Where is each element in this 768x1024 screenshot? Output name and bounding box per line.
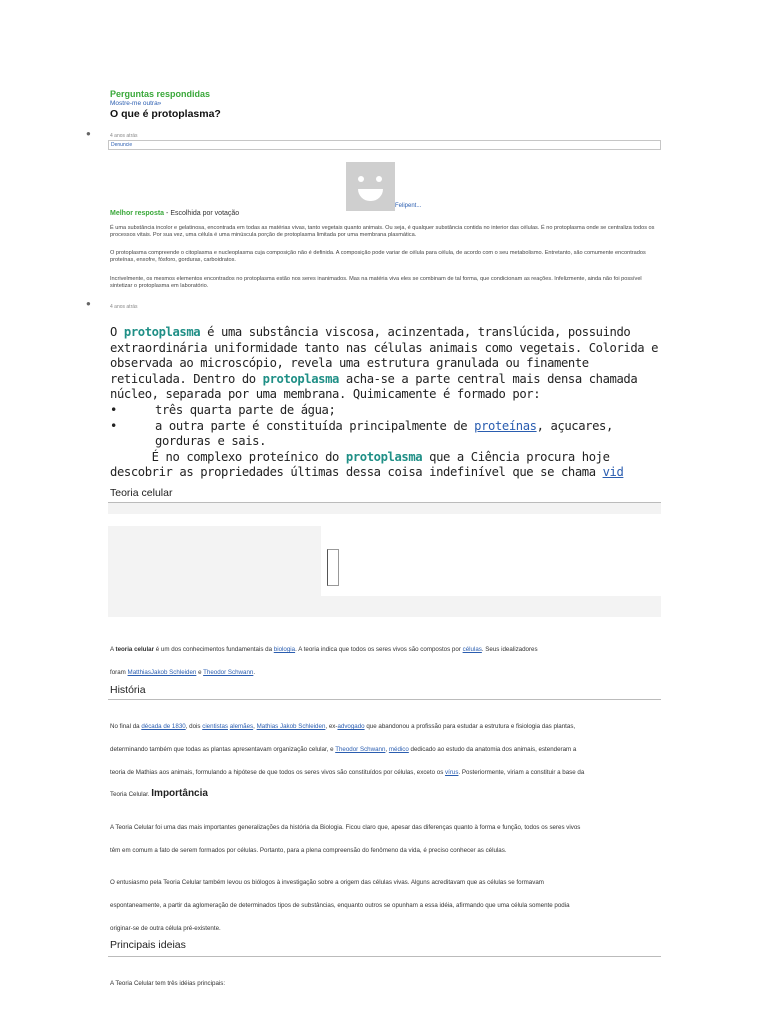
avatar[interactable] <box>346 162 395 211</box>
answer-text: É no complexo proteínico do <box>110 449 346 464</box>
section-heading-teoria: Teoria celular <box>110 487 173 499</box>
proteinas-link[interactable]: proteínas <box>474 418 537 433</box>
historia-line <box>110 746 670 753</box>
text: . A teoria indica que todos os seres vivos são compostos por <box>295 646 463 653</box>
schleiden-link[interactable]: MatthiasJakob Schleiden <box>127 669 197 676</box>
principais-line: A Teoria Celular tem três idéias principais: <box>110 980 226 987</box>
historia-line <box>110 769 670 776</box>
alemaes-link[interactable]: alemães <box>229 723 254 730</box>
text: . Seus idealizadores <box>481 646 538 653</box>
text: que abandonou a profissão para estudar a estrutura e fisiologia das plantas, <box>364 723 576 730</box>
list-item-text: três quarta parte de água; <box>155 402 336 417</box>
text: Teoria Celular. <box>110 791 152 798</box>
teoria-paragraph <box>110 646 670 653</box>
list-item-text: , açucares, gorduras e sais. <box>155 418 613 449</box>
text: teoria de Mathias aos animais, formulando a hipótese de que todos os seres vivos são constituídos por células, exceto os <box>110 769 446 776</box>
avatar-smile-icon <box>358 189 383 201</box>
avatar-eye-icon <box>358 176 364 182</box>
text: A <box>110 646 116 653</box>
gray-band <box>108 503 661 514</box>
bold-term: teoria celular <box>115 646 155 653</box>
list-item <box>110 403 670 419</box>
advogado-link[interactable]: advogado <box>337 723 365 730</box>
avatar-eye-icon <box>376 176 382 182</box>
text: , ex- <box>325 723 338 730</box>
teoria-paragraph <box>110 669 670 676</box>
text: No final da <box>110 723 142 730</box>
virus-link[interactable]: vírus <box>445 769 459 776</box>
text: , <box>253 723 257 730</box>
report-link[interactable]: Denuncie <box>108 140 661 150</box>
text: dedicado ao estudo da anatomia dos animais, estenderam a <box>408 746 577 753</box>
list-item-text: a outra parte é constituída principalmente de <box>155 418 475 433</box>
section-heading-importancia: Importância <box>151 788 208 799</box>
answer-timestamp: 4 anos atrás <box>110 304 138 310</box>
bullet-icon: ● <box>86 129 91 138</box>
list-item <box>110 419 670 450</box>
section-heading-historia: História <box>110 684 146 696</box>
text: . Posteriormente, viriam a constituir a base da <box>458 769 585 776</box>
bullet-icon: ● <box>86 299 91 308</box>
text: foram <box>110 669 128 676</box>
keyword-highlight: protoplasma <box>123 325 201 339</box>
biologia-link[interactable]: biologia <box>273 646 296 653</box>
schwann-link[interactable]: Theodor Schwann <box>203 669 254 676</box>
answer-text: que a Ciência procura hoje descobrir as propriedades últimas dessa coisa indefinível que se chama <box>110 449 610 480</box>
importancia-line: originar-se de outra célula pré-existente. <box>110 925 221 932</box>
text: é um dos conhecimentos fundamentais da <box>154 646 274 653</box>
text: . <box>253 669 256 676</box>
answer-paragraph: Incrivelmente, os mesmos elementos encontrados no protoplasma estão nos seres inanimados. Mas na matéria viva eles se combinam de tal forma, que condicionam as reações. Infelizmente, ainda não foi possível sintetizar o protoplasma em laboratório. <box>110 276 642 289</box>
medico-link[interactable]: médico <box>388 746 409 753</box>
keyword-highlight: protoplasma <box>262 371 339 386</box>
section-title: Perguntas respondidas <box>110 89 211 99</box>
importancia-line: espontaneamente, a partir da aglomeração de determinados tipos de substâncias, enquanto outros se opunham a essa idéia, afirmando que uma célula somente podia <box>110 902 570 909</box>
keyword-highlight: protoplasma <box>345 449 423 464</box>
gray-band <box>108 526 321 596</box>
text: determinando também que todas as plantas apresentavam organização celular, e <box>110 746 336 753</box>
section-heading-principais: Principais ideias <box>110 939 186 951</box>
best-answer-label <box>110 210 239 217</box>
answer-text-block <box>110 325 670 481</box>
list-bullet-icon: • <box>110 402 117 417</box>
answer-paragraph: O protoplasma compreende o citoplasma e nucleoplasma cuja composição não é definida. A composição pode variar de célula para célula, de acordo com o seu metabolismo. Entretanto, são comumente encontrados proteínas, enxofre, fósforo, gorduras, carboidratos. <box>110 250 646 263</box>
image-placeholder <box>327 549 339 586</box>
answer-text: O <box>110 325 124 339</box>
answer-timestamp: 4 anos atrás <box>110 133 138 139</box>
user-name-link[interactable]: Felipent... <box>395 203 422 209</box>
list-bullet-icon: • <box>110 418 117 433</box>
text: e <box>196 669 204 676</box>
best-answer-note: Escolhida por votação <box>170 210 240 217</box>
decada-link[interactable]: década de 1830 <box>141 723 186 730</box>
importancia-line: A Teoria Celular foi uma das mais importantes generalizações da história da Biologia. Ficou claro que, apesar das diferenças quanto à forma e função, todos os seres vivos <box>110 824 581 831</box>
schleiden-link[interactable]: Mathias Jakob Schleiden <box>256 723 326 730</box>
answer-text: é uma substância viscosa, acinzentada, translúcida, possuindo extraordinária uniformidade tanto nas células animais como vegetais. Colorida e observada ao microscópio, revela uma estrutura granulada ou finamente reticulada. Dentro do <box>110 325 659 386</box>
schwann-link[interactable]: Theodor Schwann <box>335 746 386 753</box>
importancia-line: têm em comum a fato de serem formados por células. Portanto, para a plena compreensão do fenômeno da vida, é preciso conhecer as células. <box>110 847 507 854</box>
cientistas-link[interactable]: cientistas <box>202 723 229 730</box>
text: , dois <box>185 723 203 730</box>
answer-text: acha-se a parte central mais densa chamada núcleo, separada por uma membrana. Quimicamente é formado por: <box>110 371 638 402</box>
best-answer-title: Melhor resposta <box>110 210 165 217</box>
question-title: O que é protoplasma? <box>110 108 221 120</box>
best-answer-sep: - <box>164 210 171 217</box>
more-questions-link[interactable]: Mostre-me outra» <box>110 100 162 107</box>
divider <box>108 699 661 700</box>
historia-line <box>110 788 670 799</box>
vida-link[interactable]: vid <box>602 465 624 480</box>
celulas-link[interactable]: células <box>462 646 482 653</box>
text: , <box>385 746 389 753</box>
answer-paragraph: É uma substância incolor e gelatinosa, encontrada em todas as matérias vivas, tanto vegetais quanto animais. Ou seja, é qualquer substância contida no interior das células. É no protoplasma onde se centraliza todos os processos vitais. Por sua vez, uma célula é uma minúscula porção de protoplasma limitada por uma membrana plasmática. <box>110 225 655 238</box>
importancia-line: O entusiasmo pela Teoria Celular também levou os biólogos à investigação sobre a origem das células vivas. Alguns acreditavam que as células se formavam <box>110 879 544 886</box>
historia-line <box>110 723 670 730</box>
divider <box>108 956 661 957</box>
gray-band <box>108 596 661 617</box>
